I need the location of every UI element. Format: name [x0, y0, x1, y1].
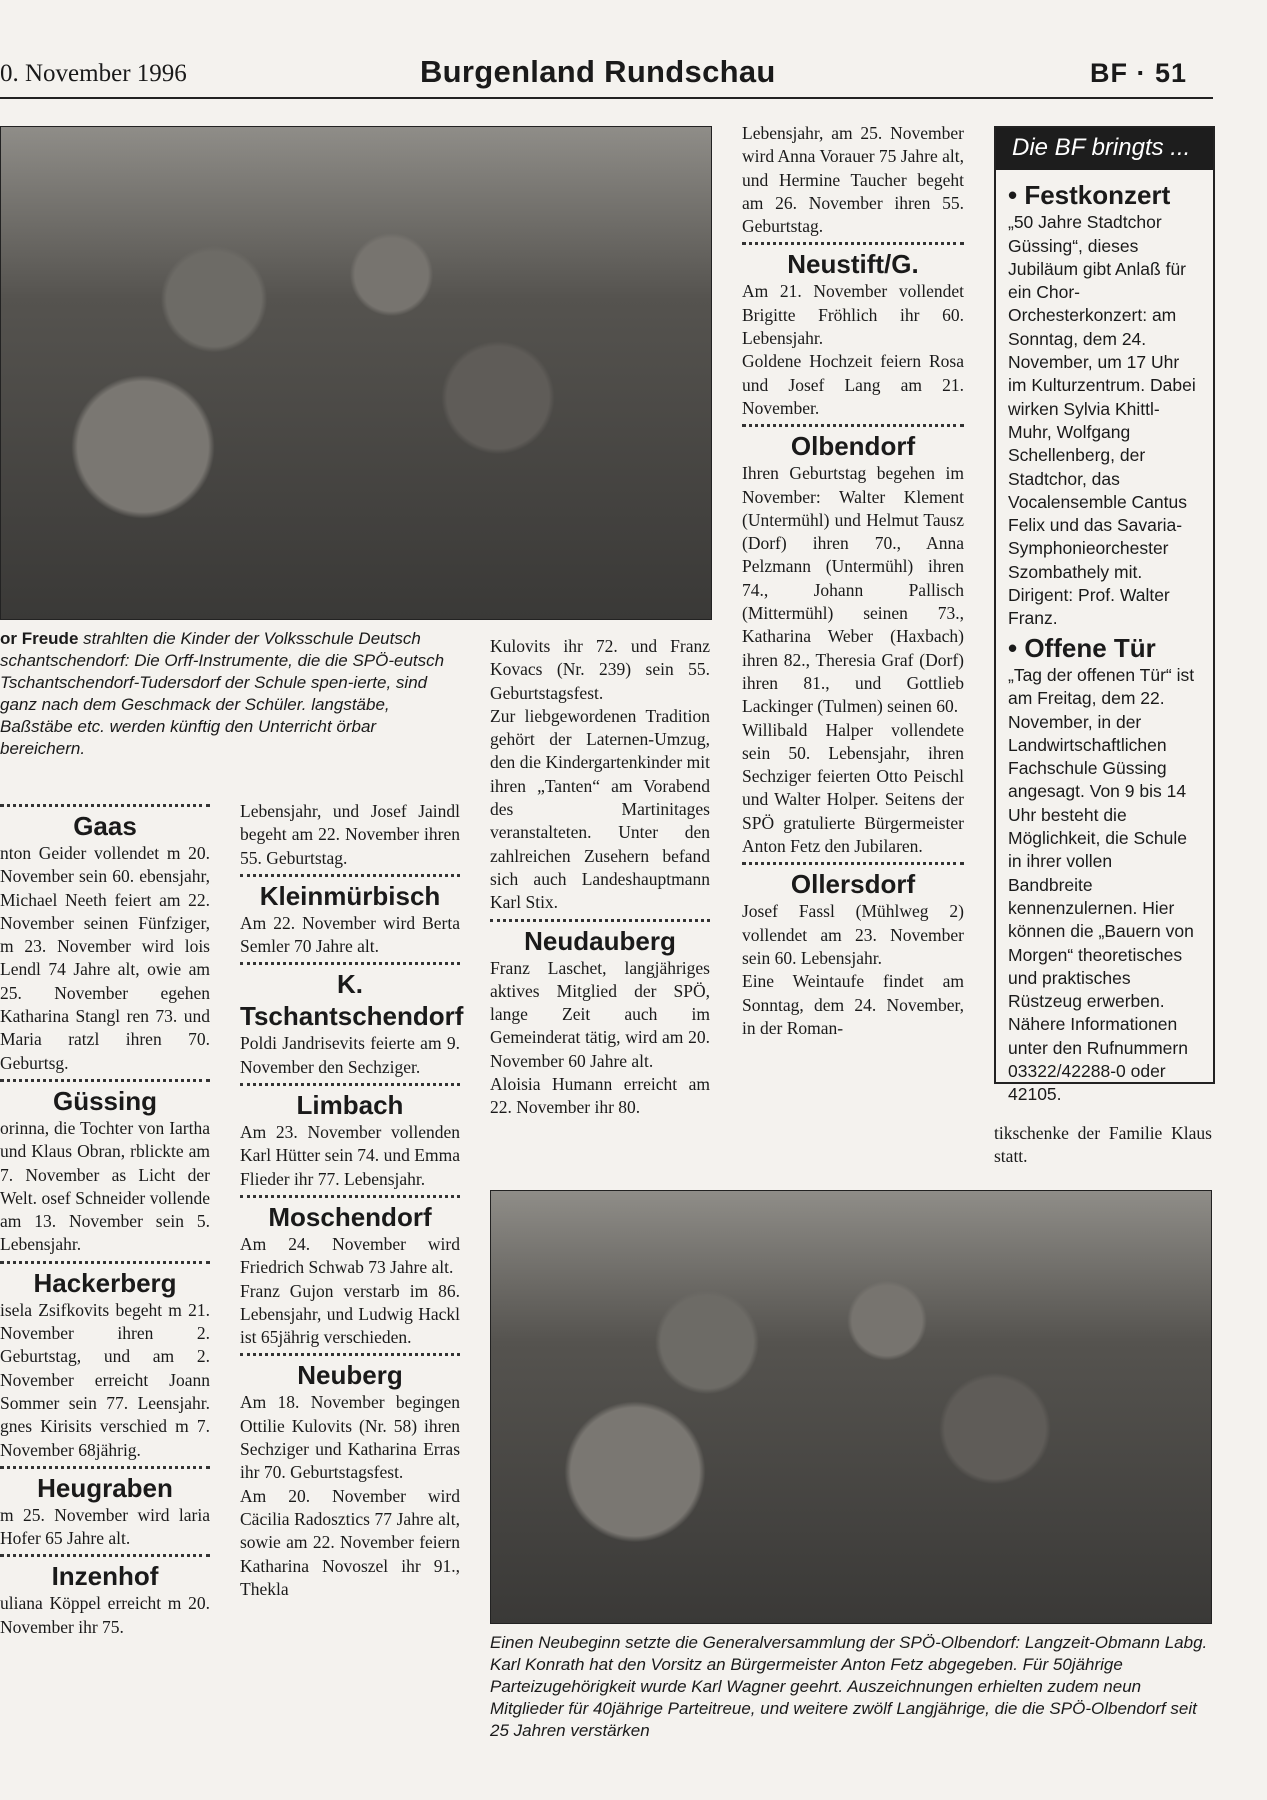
school-children-photo — [0, 126, 712, 620]
town-heading-neustift: Neustift/G. — [787, 249, 919, 280]
separator — [490, 919, 710, 922]
offene-tuer-heading: • Offene Tür — [1008, 632, 1156, 663]
page-number: BF · 51 — [1090, 58, 1188, 88]
town-heading-hackerberg: Hackerberg — [33, 1267, 177, 1298]
moschendorf-text-1: Am 24. November wird Friedrich Schwab 73 Jahre alt. — [240, 1233, 460, 1278]
town-heading-guessing: Güssing — [52, 1085, 157, 1116]
col3-intro-text-1: Kulovits ihr 72. und Franz Kovacs (Nr. 239) sein 55. Geburtstagsfest. — [490, 636, 710, 703]
col5-tail-text: tikschenke der Familie Klaus statt. — [994, 1123, 1212, 1167]
photo1-caption-lead: or Freude — [0, 629, 79, 648]
column-2 — [240, 800, 464, 1601]
separator — [0, 804, 210, 807]
town-heading-moschendorf: Moschendorf — [268, 1201, 432, 1232]
separator — [0, 1079, 210, 1082]
neudauberg-text-1: Franz Laschet, langjähriges aktives Mitglied der SPÖ, lange Zeit auch im Gemeinderat tätig, wird am 20. November 60 Jahre alt. — [490, 957, 710, 1071]
neustift-text-2: Goldene Hochzeit feiern Rosa und Josef Lang am 21. November. — [742, 351, 964, 418]
kleinmuerbisch-text: Am 22. November wird Berta Semler 70 Jahre alt. — [240, 912, 460, 957]
olbendorf-text-1: Ihren Geburtstag begehen im November: Walter Klement (Untermühl) und Helmut Tausz (Dorf) ihren 70., Anna Pelzmann (Untermühl) ihren 74., Johann Pallisch (Mittermühl) seinen 73., Katharina Weber (Haxbach) ihren 82., Theresia Graf (Dorf) ihren 81., und Gottlieb Lackinger (Tulmen) seinen 60. — [742, 463, 964, 717]
col2-intro-text: Lebensjahr, und Josef Jaindl begeht am 22. November ihren 55. Geburtstag. — [240, 801, 460, 868]
festkonzert-text: „50 Jahre Stadtchor Güssing“, dieses Jubiläum gibt Anlaß für ein Chor-Orchesterkonzert: am Sonntag, dem 24. November, um 17 Uhr im Kulturzentrum. Dabei wirken Sylvia Khittl-Muhr, Wolfgang Schellenberg, der Stadtchor, das Vocalensemble Cantus Felix und das Savaria-Symphonieorchester Szombathely mit. Dirigent: Prof. Walter Franz. — [1008, 212, 1196, 629]
neuberg-text-2: Am 20. November wird Cäcilia Radosztics 77 Jahre alt, sowie am 22. November feiern Katharina Novoszel ihr 91., Thekla — [240, 1485, 460, 1599]
header-rule — [0, 97, 1213, 99]
ollersdorf-text-1: Josef Fassl (Mühlweg 2) vollendet am 23. November sein 60. Lebensjahr. — [742, 901, 964, 968]
separator — [240, 874, 460, 877]
box-body — [996, 170, 1213, 1117]
town-heading-ktschantschendorf: K. Tschantschendorf — [240, 969, 464, 1032]
separator — [742, 424, 964, 427]
separator — [240, 1083, 460, 1086]
box-heading: Die BF bringts ... — [996, 128, 1213, 170]
issue-date: 0. November 1996 — [0, 60, 187, 87]
limbach-text: Am 23. November vollenden Karl Hütter sein 74. und Emma Flieder ihr 77. Lebensjahr. — [240, 1122, 460, 1189]
spoe-olbendorf-photo — [490, 1190, 1212, 1624]
town-heading-ollersdorf: Ollersdorf — [790, 869, 916, 900]
moschendorf-text-2: Franz Gujon verstarb im 86. Lebensjahr, und Ludwig Hackl ist 65jährig verschieden. — [240, 1280, 460, 1348]
column-5-tail — [994, 1122, 1212, 1169]
inzenhof-text: uliana Köppel erreicht m 20. November ihr 75. — [0, 1593, 210, 1637]
ktschantschendorf-text: Poldi Jandrisevits feierte am 9. November den Sechziger. — [240, 1033, 460, 1077]
hackerberg-text: isela Zsifkovits begeht m 21. November ihren 2. Geburtstag, und am 2. November erreicht Joann Sommer sein 77. Leensjahr. gnes Kirisits verschied m 7. November 68jährig. — [0, 1299, 210, 1460]
separator — [240, 1195, 460, 1198]
neustift-text-1: Am 21. November vollendet Brigitte Fröhlich ihr 60. Lebensjahr. — [742, 281, 964, 349]
ollersdorf-text-2: Eine Weintaufe findet am Sonntag, dem 24. November, in der Roman- — [742, 971, 964, 1038]
town-heading-neuberg: Neuberg — [297, 1360, 403, 1391]
newspaper-title: Burgenland Rundschau — [420, 54, 776, 89]
offene-tuer-text: „Tag der offenen Tür“ ist am Freitag, dem 22. November, in der Landwirtschaftlichen Fachschule Güssing angesagt. Von 9 bis 14 Uhr besteht die Möglichkeit, die Schule in ihrer vollen Bandbreite kennenzulernen. Hier können die „Bauern von Morgen“ theoretisches und praktisches Rüstzeug erwerben. Nähere Informationen unter den Rufnummern 03322/42288-0 oder 42105. — [1008, 664, 1195, 1105]
separator — [0, 1466, 210, 1469]
festkonzert-heading: • Festkonzert — [1008, 180, 1171, 210]
town-heading-kleinmuerbisch: Kleinmürbisch — [259, 880, 441, 911]
separator — [240, 962, 460, 965]
olbendorf-text-2: Willibald Halper vollendete sein 50. Lebensjahr, ihren Sechziger feierten Otto Peischl und Walter Holper. Seitens der SPÖ gratulierte Bürgermeister Anton Fetz den Jubilaren. — [742, 719, 964, 857]
town-heading-olbendorf: Olbendorf — [790, 431, 916, 462]
col4-intro-text: Lebensjahr, am 25. November wird Anna Vorauer 75 Jahre alt, und Hermine Taucher begeht am 26. November ihren 55. Geburtstag. — [742, 123, 964, 237]
column-4 — [742, 122, 964, 1040]
town-heading-inzenhof: Inzenhof — [51, 1561, 159, 1592]
town-heading-heugraben: Heugraben — [37, 1472, 173, 1503]
town-heading-limbach: Limbach — [296, 1090, 404, 1121]
photo1-caption — [0, 628, 462, 760]
separator — [742, 862, 964, 865]
column-1 — [0, 800, 210, 1639]
photo1-caption-text: strahlten die Kinder der Volksschule Deutsch schantschendorf: Die Orff-Instrumente, die die SPÖ-eutsch Tschantschendorf-Tudersdorf der Schule spen-ierte, sind ganz nach dem Geschmack der Schüler. langstäbe, Baßstäbe etc. werden künftig den Unterricht örbar bereichern. — [0, 629, 445, 758]
neuberg-text-1: Am 18. November begingen Ottilie Kulovits (Nr. 58) ihren Sechziger und Katharina Erras ihr 70. Geburtstagsfest. — [240, 1392, 460, 1483]
gaas-text: nton Geider vollendet m 20. November sein 60. ebensjahr, Michael Neeth feiert am 22. November seinen Fünfziger, m 23. November wird lois Lendl 74 Jahre alt, owie am 25. November egehen Katharina Stangl ren 73. und Maria ratzl ihren 70. Geburtsg. — [0, 843, 210, 1073]
separator — [0, 1261, 210, 1264]
separator — [0, 1554, 210, 1557]
column-3 — [490, 635, 710, 1120]
town-heading-gaas: Gaas — [73, 811, 137, 841]
separator — [742, 242, 964, 245]
guessing-text: orinna, die Tochter von Iartha und Klaus Obran, rblickte am 7. November as Licht der Welt. osef Schneider vollende am 13. November sein 5. Lebensjahr. — [0, 1117, 210, 1255]
town-heading-neudauberg: Neudauberg — [524, 925, 676, 956]
col3-intro-text-2: Zur liebgewordenen Tradition gehört der Laternen-Umzug, den die Kindergartenkinder mit ihren „Tanten“ am Vorabend des Martinitages veranstalteten. Unter den zahlreichen Zusehern befand sich auch Landeshauptmann Karl Stix. — [490, 705, 710, 913]
neudauberg-text-2: Aloisia Humann erreicht am 22. November ihr 80. — [490, 1074, 710, 1118]
separator — [240, 1353, 460, 1356]
photo2-caption: Einen Neubeginn setzte die Generalversammlung der SPÖ-Olbendorf: Langzeit-Obmann Labg. Karl Konrath hat den Vorsitz an Bürgermeister Anton Fetz abgegeben. Für 50jährige Parteizugehörigkeit wurde Karl Wagner geehrt. Auszeichnungen erhielten zudem neun Mitglieder für 40jährige Parteitreue, und weitere zwölf Langjährige, die die SPÖ-Olbendorf seit 25 Jahren verstärken — [490, 1633, 1208, 1740]
heugraben-text: m 25. November wird laria Hofer 65 Jahre alt. — [0, 1504, 210, 1549]
bf-bringts-box — [994, 126, 1215, 1105]
